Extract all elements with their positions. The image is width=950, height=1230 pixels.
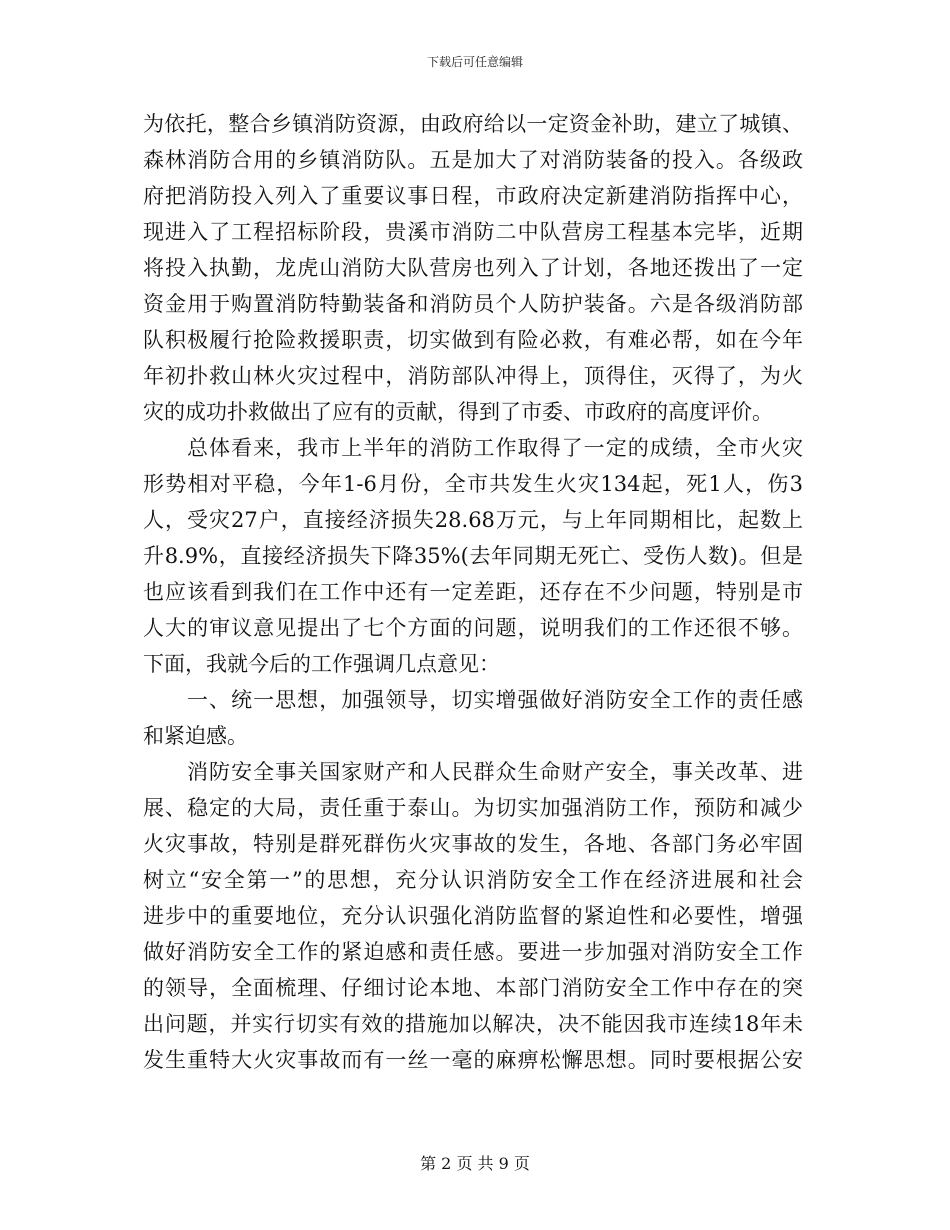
text-line: 下面，我就今后的工作强调几点意见： xyxy=(143,652,500,676)
paragraph-start-line: 总体看来，我市上半年的消防工作取得了一定的成绩，全市火灾 xyxy=(187,436,803,460)
text-line: 灾的成功扑救做出了应有的贡献，得到了市委、市政府的高度评价。 xyxy=(143,400,773,424)
page-header: 下载后可任意编辑 xyxy=(426,55,523,69)
text-line: 形势相对平稳，今年1-6月份，全市共发生火灾134起，死1人，伤3 xyxy=(143,472,803,496)
text-line: 为依托，整合乡镇消防资源，由政府给以一定资金补助，建立了城镇、 xyxy=(143,112,803,136)
text-line: 展、稳定的大局，责任重于泰山。为切实加强消防工作，预防和减少 xyxy=(143,796,803,820)
text-line: 将投入执勤，龙虎山消防大队营房也列入了计划，各地还拨出了一定 xyxy=(143,256,803,280)
text-line: 也应该看到我们在工作中还有一定差距，还存在不少问题，特别是市 xyxy=(143,580,803,604)
text-line: 年初扑救山林火灾过程中，消防部队冲得上，顶得住，灭得了，为火 xyxy=(143,364,803,388)
text-line: 升8.9%，直接经济损失下降35%(去年同期无死亡、受伤人数)。但是 xyxy=(143,544,803,568)
text-line: 出问题，并实行切实有效的措施加以解决，决不能因我市连续18年未 xyxy=(143,1012,803,1036)
text-line: 现进入了工程招标阶段，贵溪市消防二中队营房工程基本完毕，近期 xyxy=(143,220,803,244)
text-line: 的领导，全面梳理、仔细讨论本地、本部门消防安全工作中存在的突 xyxy=(143,976,803,1000)
text-line: 火灾事故，特别是群死群伤火灾事故的发生，各地、各部门务必牢固 xyxy=(143,832,803,856)
text-line: 资金用于购置消防特勤装备和消防员个人防护装备。六是各级消防部 xyxy=(143,292,803,316)
section-heading-line: 和紧迫感。 xyxy=(143,724,248,748)
text-line: 森林消防合用的乡镇消防队。五是加大了对消防装备的投入。各级政 xyxy=(143,148,803,172)
text-line: 发生重特大火灾事故而有一丝一毫的麻痹松懈思想。同时要根据公安 xyxy=(143,1048,803,1072)
text-line: 府把消防投入列入了重要议事日程，市政府决定新建消防指挥中心， xyxy=(143,184,803,208)
text-line: 人大的审议意见提出了七个方面的问题，说明我们的工作还很不够。 xyxy=(143,616,803,640)
text-line: 队积极履行抢险救援职责，切实做到有险必救，有难必帮，如在今年 xyxy=(143,328,803,352)
text-line: 做好消防安全工作的紧迫感和责任感。要进一步加强对消防安全工作 xyxy=(143,940,803,964)
section-heading-line: 一、统一思想，加强领导，切实增强做好消防安全工作的责任感 xyxy=(187,688,803,712)
text-line: 进步中的重要地位，充分认识强化消防监督的紧迫性和必要性，增强 xyxy=(143,904,803,928)
paragraph-start-line: 消防安全事关国家财产和人民群众生命财产安全，事关改革、进 xyxy=(187,760,803,784)
document-body xyxy=(143,106,803,1078)
page-number-footer: 第 2 页 共 9 页 xyxy=(420,1154,530,1173)
text-line: 人，受灾27户，直接经济损失28.68万元，与上年同期相比，起数上 xyxy=(143,508,803,532)
text-line: 树立“安全第一”的思想，充分认识消防安全工作在经济进展和社会 xyxy=(143,868,803,892)
